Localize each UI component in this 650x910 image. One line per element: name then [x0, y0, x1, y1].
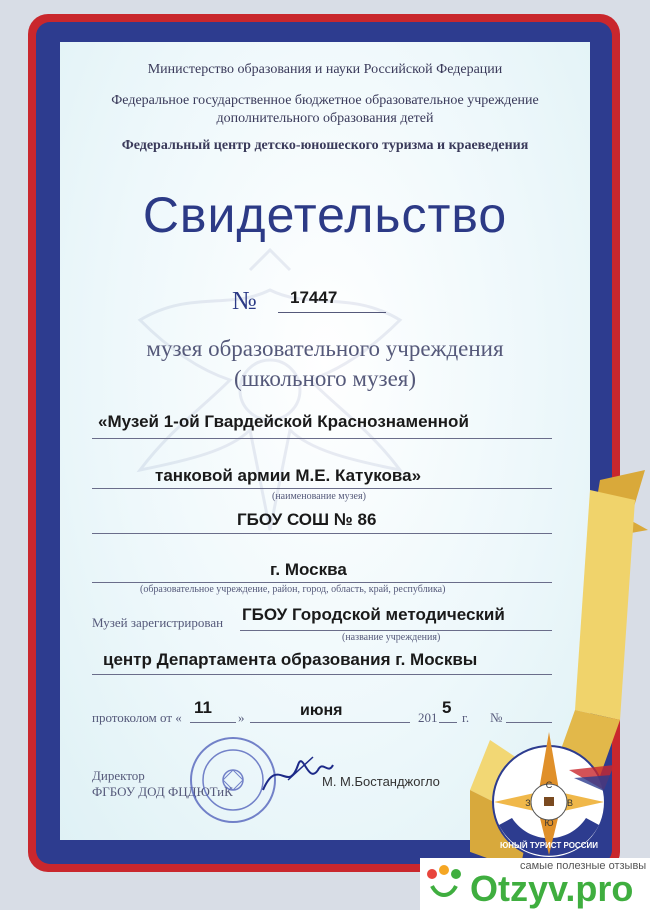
protocol-year-prefix: 201: [418, 710, 438, 725]
certificate-title: Свидетельство: [142, 187, 508, 243]
registration-caption: (название учреждения): [342, 632, 441, 643]
otzyv-logo-icon: [424, 864, 464, 904]
protocol-year-underline: [439, 722, 457, 723]
compass-s: Ю: [544, 818, 554, 828]
protocol-number-underline: [506, 722, 552, 723]
young-tourist-emblem-icon: [474, 730, 624, 860]
registration-org-line-2: центр Департамента образования г. Москвы: [103, 650, 478, 669]
protocol-year-suffix: г.: [462, 710, 470, 725]
protocol-day-underline: [190, 722, 236, 723]
museum-name-line-1: «Музей 1-ой Гвардейской Краснознаменной: [98, 412, 469, 431]
museum-name-line-2: танковой армии М.Е. Катукова»: [155, 466, 422, 485]
registration-org-line-1: ГБОУ Городской методический: [242, 605, 505, 624]
site-brand: Otzyv.pro: [470, 868, 634, 909]
protocol-year-digit: 5: [442, 698, 452, 717]
registration-label: Музей зарегистрирован: [92, 615, 224, 630]
registration-underline-2: [92, 674, 552, 675]
museum-name-underline-1: [92, 438, 552, 439]
certificate-number: 17447: [290, 288, 338, 307]
institution-heading: [0, 92, 650, 128]
number-underline: [278, 312, 386, 313]
eagle-watermark-icon: [80, 230, 460, 590]
protocol-prefix: протоколом от «: [92, 710, 182, 725]
protocol-day: 11: [194, 698, 212, 717]
subtitle-line-1: музея образовательного учреждения: [146, 336, 504, 361]
school-name: ГБОУ СОШ № 86: [237, 510, 377, 529]
subtitle-line-2: (школьного музея): [233, 366, 417, 391]
protocol-month: июня: [300, 702, 343, 719]
director-role-line-1: Директор: [92, 768, 145, 783]
protocol-month-underline: [250, 722, 410, 723]
center-heading: Федеральный центр детско-юношеского туризма и краеведения: [121, 138, 529, 153]
director-role-line-2: ФГБОУ ДОД ФЦДЮТиК: [92, 784, 233, 799]
emblem-text: ЮНЫЙ ТУРИСТ РОССИИ: [500, 841, 598, 850]
number-label: №: [232, 286, 257, 315]
city-name: г. Москва: [270, 560, 347, 579]
compass-w: З: [525, 798, 531, 808]
registration-underline-1: [240, 630, 552, 631]
museum-name-underline-2: [92, 488, 552, 489]
museum-name-caption: (наименование музея): [272, 491, 366, 502]
director-name: М. М.Бостанджогло: [322, 774, 440, 789]
protocol-number-label: №: [490, 710, 503, 725]
school-underline: [92, 533, 552, 534]
location-caption: (образовательное учреждение, район, город, область, край, республика): [140, 584, 446, 595]
ministry-heading: Министерство образования и науки Российской Федерации: [147, 62, 503, 77]
institution-line-1: Федеральное государственное бюджетное образовательное учреждение: [111, 93, 539, 108]
institution-line-2: дополнительного образования детей: [216, 111, 434, 126]
site-tagline: самые полезные отзывы: [520, 860, 647, 872]
compass-e: В: [566, 798, 574, 808]
protocol-day-close: »: [238, 710, 245, 725]
city-underline: [92, 582, 552, 583]
compass-n: С: [545, 780, 553, 790]
